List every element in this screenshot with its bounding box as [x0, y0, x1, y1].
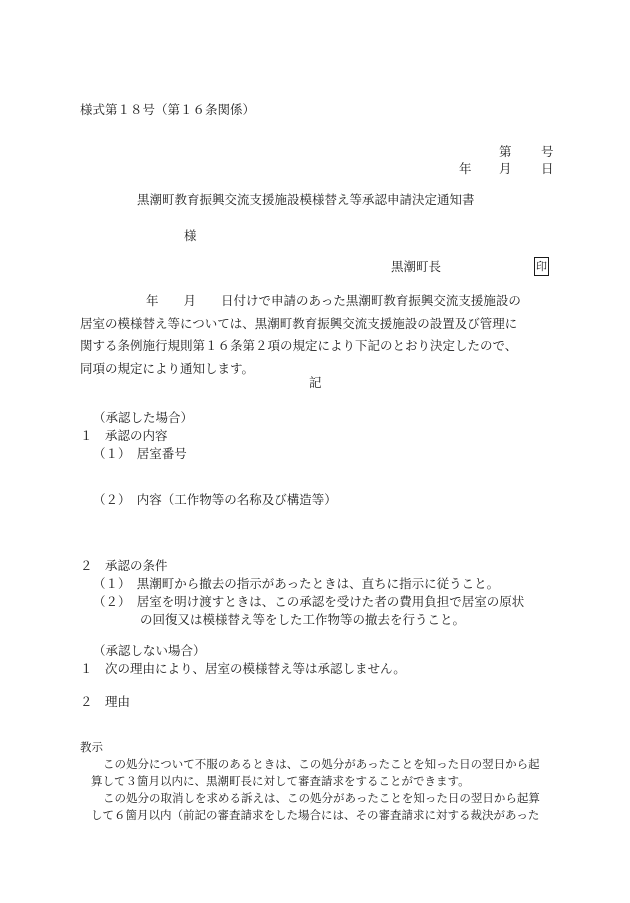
approved-heading: （承認した場合）: [93, 410, 194, 425]
issuer-name: 黒潮町長: [391, 259, 442, 274]
form-label: 様式第１８号（第１６条関係）: [80, 102, 256, 117]
body-line: 関する条例施行規則第１６条第２項の規定により下記のとおり決定したので、: [80, 338, 518, 353]
room-number-item: （１） 居室番号: [93, 446, 187, 461]
notice-line: して６箇月以内（前記の審査請求をした場合には、その審査請求に対する裁決があった: [91, 808, 540, 822]
condition-1: （１） 黒潮町から撤去の指示があったときは、直ちに指示に従うこと。: [93, 576, 500, 591]
number-dai: 第: [499, 144, 512, 159]
date-year: 年: [459, 161, 472, 176]
addressee-suffix: 様: [184, 228, 197, 243]
body-line: 年 月 日付けで申請のあった黒潮町教育振興交流支援施設の: [146, 293, 521, 308]
approval-conditions-item: ２ 承認の条件: [80, 558, 168, 573]
condition-2-continued: の回復又は模様替え等をした工作物等の撤去を行うこと。: [140, 612, 466, 627]
number-go: 号: [541, 144, 554, 159]
ki-heading: 記: [309, 375, 322, 390]
body-paragraph: [80, 290, 554, 380]
date-month: 月: [499, 161, 512, 176]
notice-heading: 教示: [80, 740, 103, 754]
document-title: 黒潮町教育振興交流支援施設模様替え等承認申請決定通知書: [137, 192, 475, 207]
notice-line: この処分について不服のあるときは、この処分があったことを知った日の翌日から起: [103, 757, 540, 771]
notice-line: 算して３箇月以内に、黒潮町長に対して審査請求をすることができます。: [91, 774, 470, 788]
content-item: （２） 内容（工作物等の名称及び構造等）: [93, 492, 337, 507]
body-line: 居室の模様替え等については、黒潮町教育振興交流支援施設の設置及び管理に: [80, 315, 518, 331]
reason-item: ２ 理由: [80, 694, 131, 709]
seal-stamp: 印: [534, 257, 549, 276]
body-line: 同項の規定により通知します。: [80, 360, 255, 376]
not-approved-heading: （承認しない場合）: [93, 643, 206, 658]
notice-line: この処分の取消しを求める訴えは、この処分があったことを知った日の翌日から起算: [103, 791, 540, 805]
date-day: 日: [541, 161, 554, 176]
condition-2: （２） 居室を明け渡すときは、この承認を受けた者の費用負担で居室の原状: [93, 594, 525, 609]
approval-content-item: １ 承認の内容: [80, 428, 168, 443]
not-approved-reason-item: １ 次の理由により、居室の模様替え等は承認しません。: [80, 661, 406, 676]
